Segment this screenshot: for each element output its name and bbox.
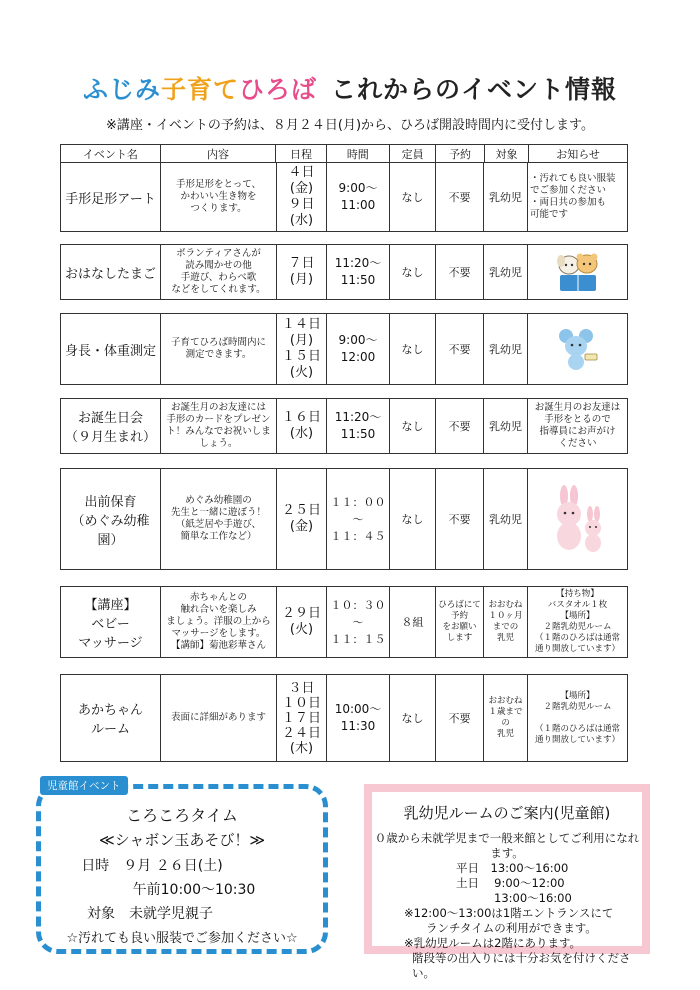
reading-animals-illustration — [552, 249, 604, 295]
event-reservation: 不要 — [436, 399, 484, 453]
event-row-birthday — [60, 398, 628, 454]
nyuyoji-line-5: ※12:00～13:00は1階エントランスにて — [404, 906, 614, 920]
event-time: １０：３０～ １１：１５ — [327, 587, 390, 657]
event-name: 手形足形アート — [61, 163, 161, 231]
event-note: お誕生月のお友達は 手形をとるので 指導員にお声がけ ください — [534, 402, 621, 449]
header-notice: お知らせ — [556, 147, 600, 161]
event-row-handprint — [60, 162, 628, 232]
event-note: 【場所】 ２階乳幼児ルーム （１階のひろばは通常 通り開放しています） — [534, 690, 620, 745]
event-reservation: 不要 — [436, 163, 484, 231]
event-date: ２９日 (火) — [277, 587, 327, 657]
event-row-measurement — [60, 313, 628, 385]
nyuyoji-line-8: 階段等の出入りには十分お気を付けください。 — [412, 951, 631, 980]
event-name: お誕生日会 （９月生まれ） — [61, 399, 161, 453]
event-time: 11:20～ 11:50 — [327, 245, 390, 299]
event-capacity: なし — [390, 245, 436, 299]
event-capacity: なし — [390, 675, 436, 761]
event-desc: 子育てひろば時間内に 測定できます。 — [161, 314, 277, 384]
nyuyoji-room-box — [364, 784, 650, 980]
event-date: ２５日 (金) — [277, 469, 327, 569]
nyuyoji-line-6: ランチタイムの利用ができます。 — [426, 921, 597, 935]
event-row-baby-room — [60, 674, 628, 762]
event-name: 身長・体重測定 — [61, 314, 161, 384]
event-desc: 表面に詳細があります — [161, 675, 277, 761]
event-note — [528, 469, 627, 569]
event-date: ３日 １０日 １７日 ２４日 (木) — [277, 675, 327, 761]
jidokan-time: 午前10:00～10:30 — [132, 882, 256, 898]
mouse-illustration — [552, 326, 604, 372]
event-capacity: なし — [390, 314, 436, 384]
event-reservation: 不要 — [436, 314, 484, 384]
jidokan-subtitle: ≪シャボン玉あそび！≫ — [98, 831, 266, 849]
nyuyoji-line-4: 13:00～16:00 — [494, 891, 572, 905]
event-capacity: なし — [390, 469, 436, 569]
event-desc: ボランティアさんが 読み聞かせの他 手遊び、わらべ歌 などをしてくれます。 — [161, 245, 277, 299]
header-content: 内容 — [161, 145, 277, 162]
event-row-baby-massage — [60, 586, 628, 658]
rabbits-illustration — [548, 484, 608, 554]
nyuyoji-line-1: ０歳から未就学児まで一般来館としてご利用になれます。 — [374, 831, 640, 860]
event-time: 9:00～ 11:00 — [327, 163, 390, 231]
event-row-storytime — [60, 244, 628, 300]
event-reservation: 不要 — [436, 675, 484, 761]
nyuyoji-title: 乳幼児ルームのご案内(児童館) — [403, 804, 611, 822]
header-target: 対象 — [485, 145, 529, 162]
header-date: 日程 — [276, 145, 326, 162]
table-header — [60, 144, 628, 163]
header-time: 時間 — [327, 145, 390, 162]
event-desc: お誕生月のお友達には 手形のカードをプレゼン ト！みんなでお祝いしま しょう。 — [161, 399, 277, 453]
title-part-hiroba: ひろば — [239, 75, 318, 104]
event-reservation: 不要 — [436, 245, 484, 299]
event-row-kindergarten — [60, 468, 628, 570]
event-note: 【持ち物】 バスタオル１枚 【場所】 ２階乳幼児ルーム （１階のひろばは通常 通り開放しています） — [534, 589, 620, 654]
title-part-kosodate: 子育て — [160, 75, 239, 104]
event-date: １４日 (月) １５日 (火) — [277, 314, 327, 384]
event-date: １６日 (水) — [277, 399, 327, 453]
event-date: ７日 (月) — [277, 245, 327, 299]
event-note — [528, 245, 627, 299]
event-desc: めぐみ幼稚園の 先生と一緒に遊ぼう！ （紙芝居や手遊び、 簡単な工作など） — [161, 469, 277, 569]
event-target: 乳幼児 — [484, 469, 528, 569]
event-reservation: ひろばにて 予約 をお願い します — [436, 587, 484, 657]
event-name: 出前保育 （めぐみ幼稚園） — [61, 469, 161, 569]
nyuyoji-line-2: 平日 13:00～16:00 — [456, 861, 569, 875]
event-time: 9:00～ 12:00 — [327, 314, 390, 384]
event-target: おおむね １０ヶ月 までの 乳児 — [484, 587, 528, 657]
event-desc: 手形足形をとって、 かわいい生き物を つくります。 — [161, 163, 277, 231]
event-name: あかちゃん ルーム — [61, 675, 161, 761]
event-target: 乳幼児 — [484, 245, 528, 299]
event-time: 11:20～ 11:50 — [327, 399, 390, 453]
event-desc: 赤ちゃんとの 触れ合いを楽しみ ましょう。洋服の上から マッサージをします。 【講師】菊池彩華さん — [161, 587, 277, 657]
header-event-name: イベント名 — [61, 145, 161, 162]
jidokan-event-box — [36, 784, 328, 954]
title-part-event-info: これからのイベント情報 — [331, 75, 618, 104]
jidokan-target: 対象 未就学児親子 — [87, 906, 213, 922]
jidokan-note: ☆汚れても良い服装でご参加ください☆ — [66, 931, 298, 946]
header-capacity: 定員 — [390, 145, 436, 162]
event-note: ・汚れても良い服装 でご参加ください ・両日共の参加も 可能です — [530, 173, 616, 220]
event-time: １１：００～ １１：４５ — [327, 469, 390, 569]
event-capacity: なし — [390, 399, 436, 453]
event-target: 乳幼児 — [484, 399, 528, 453]
event-target: 乳幼児 — [484, 163, 528, 231]
event-name: おはなしたまご — [61, 245, 161, 299]
event-time: 10:00～ 11:30 — [327, 675, 390, 761]
jidokan-event-tag: 児童館イベント — [40, 776, 128, 795]
page-title — [0, 70, 700, 106]
event-date: ４日 (金) ９日 (水) — [277, 163, 327, 231]
event-target: おおむね １歳までの 乳児 — [484, 675, 528, 761]
header-reservation: 予約 — [436, 145, 484, 162]
event-name: 【講座】 ベビー マッサージ — [61, 587, 161, 657]
event-capacity: なし — [390, 163, 436, 231]
jidokan-title: ころころタイム — [126, 806, 238, 825]
nyuyoji-line-3: 土日 9:00～12:00 — [456, 876, 565, 890]
nyuyoji-line-7: ※乳幼児ルームは2階にあります。 — [404, 936, 582, 950]
event-reservation: 不要 — [436, 469, 484, 569]
event-capacity: ８組 — [390, 587, 436, 657]
event-note — [528, 314, 627, 384]
jidokan-date: 日時 ９月 ２６日(土) — [81, 858, 223, 874]
reservation-notice: ※講座・イベントの予約は、８月２４日(月)から、ひろば開設時間内に受付します。 — [106, 118, 594, 133]
title-part-fujimi: ふじみ — [82, 75, 161, 104]
event-target: 乳幼児 — [484, 314, 528, 384]
